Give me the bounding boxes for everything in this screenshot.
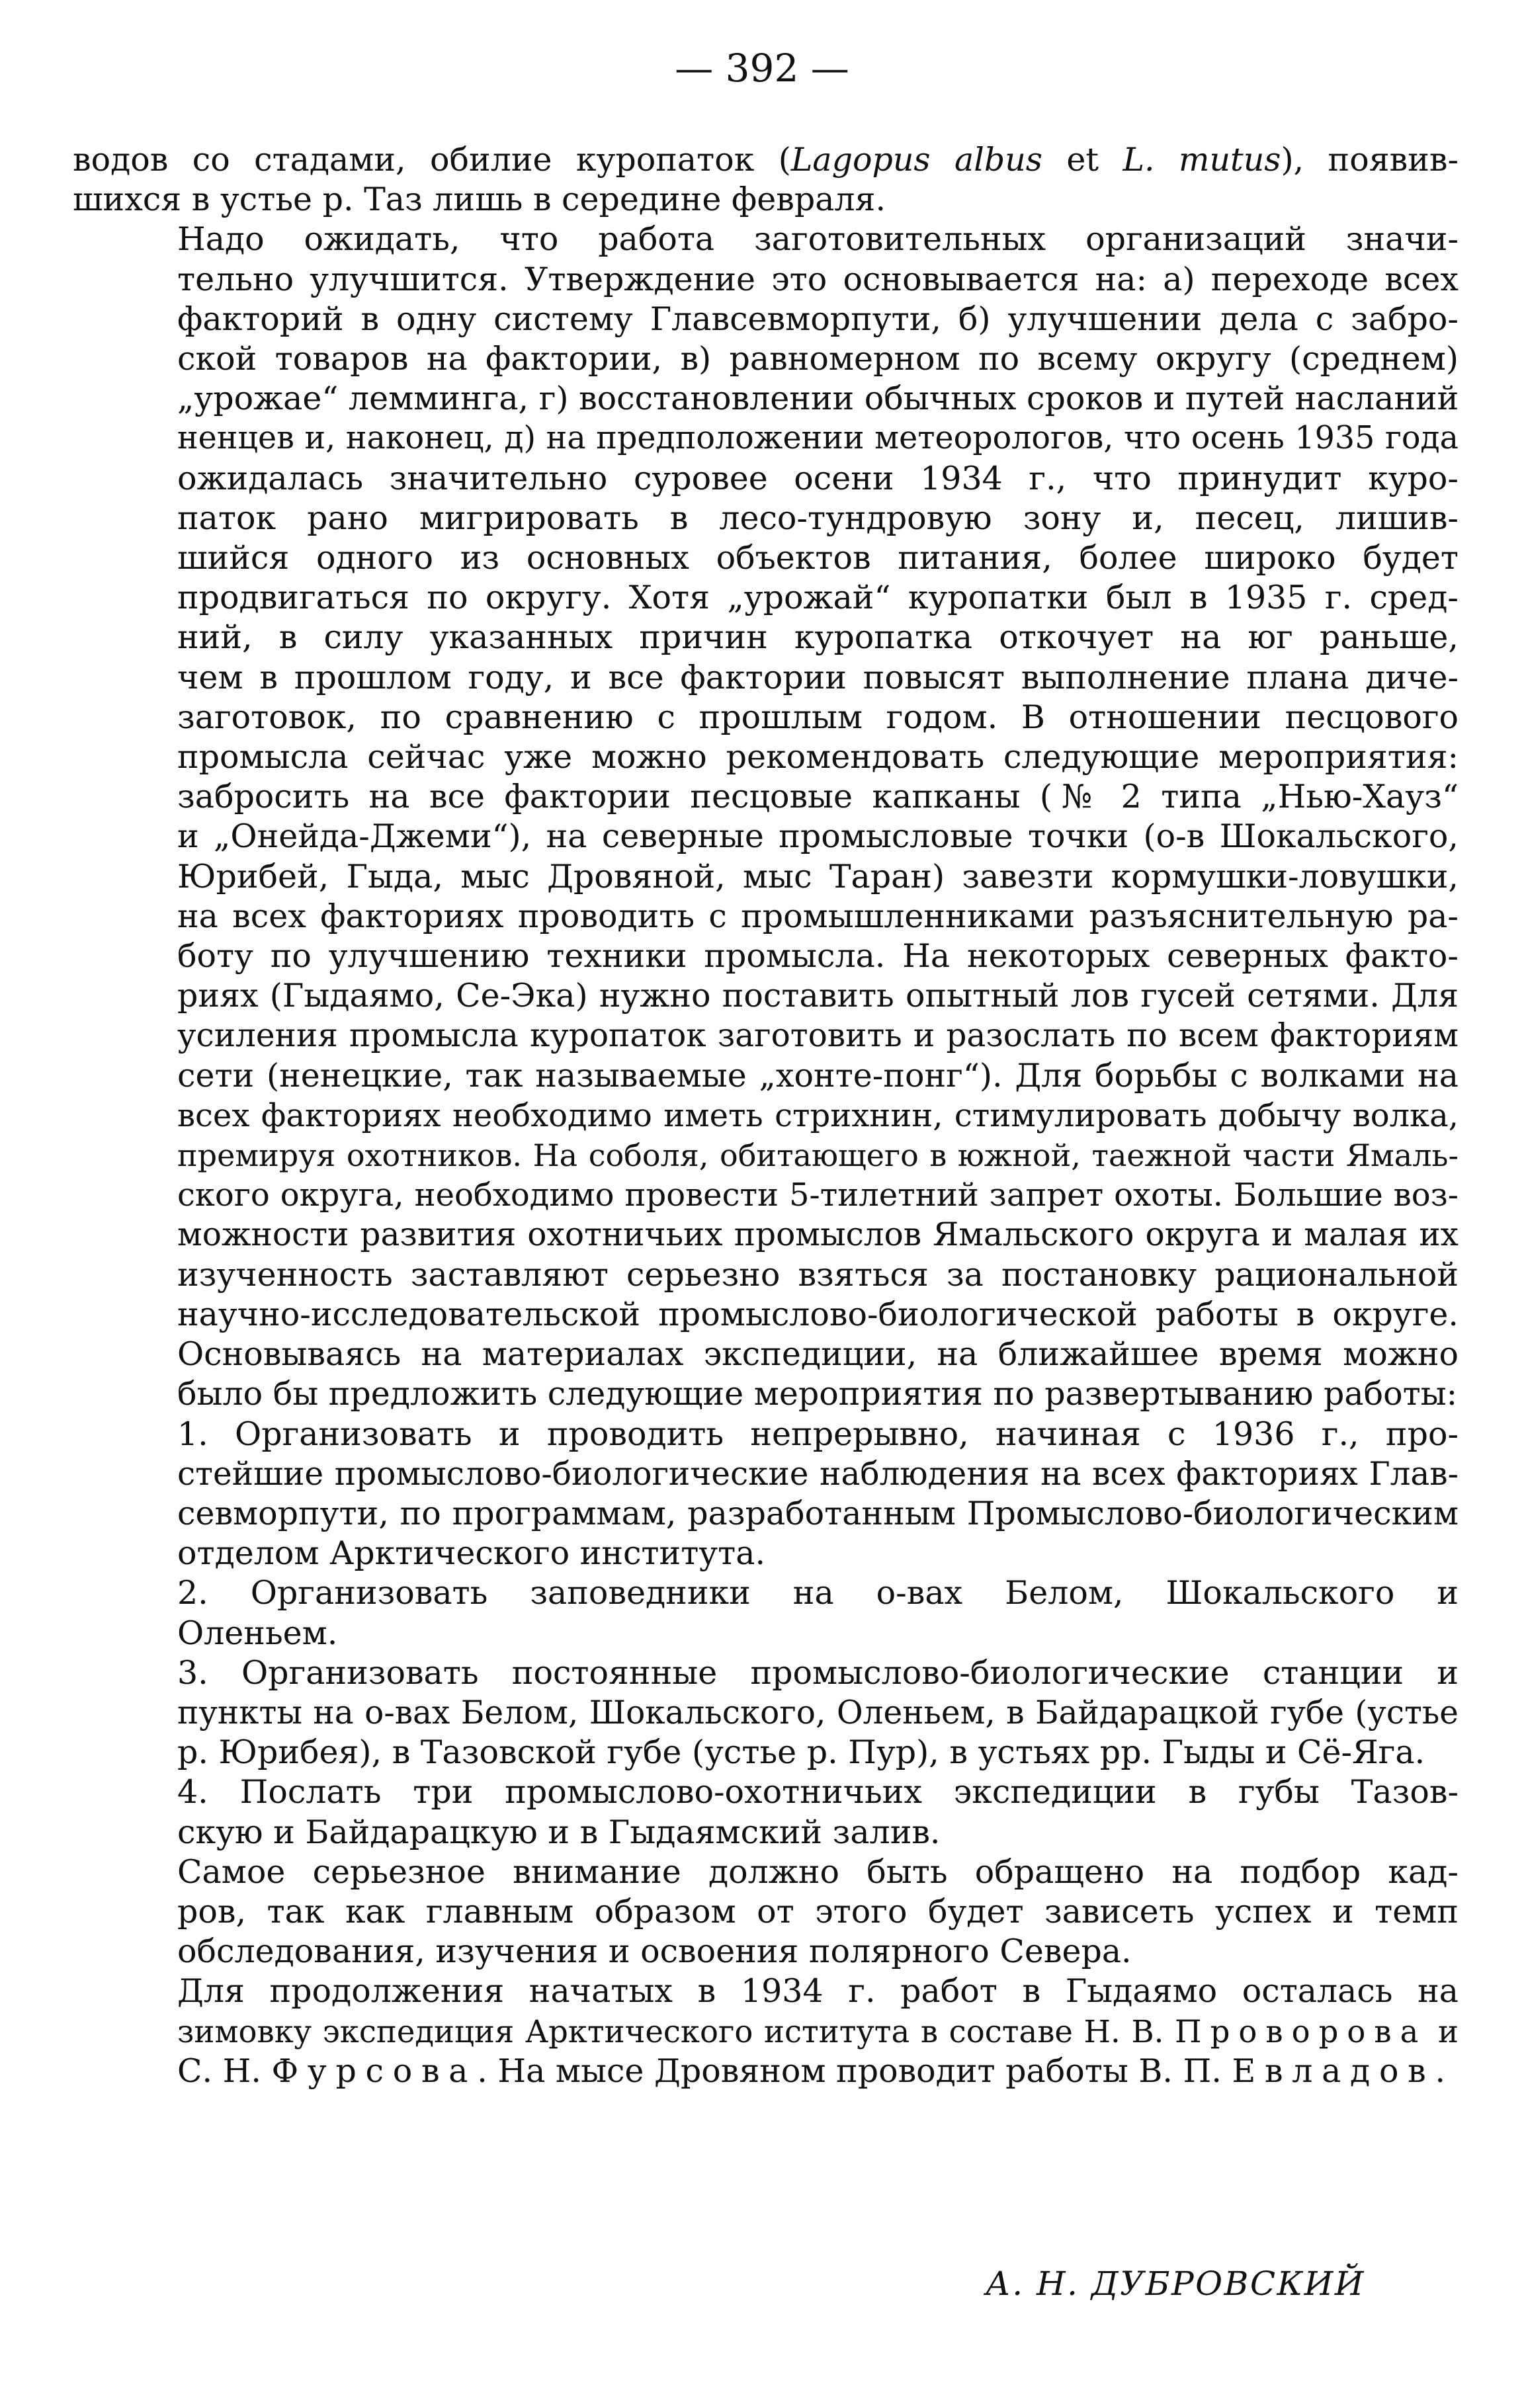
text-line: паток рано мигрировать в лесо-тундровую зону и, песец, лишив-	[177, 499, 1459, 537]
text-line: С. Н. Фурсова. На мысе Дровяном проводит работы В. П. Евладов.	[177, 2052, 1446, 2090]
paragraph	[73, 1972, 1459, 2091]
text-line: Для продолжения начатых в 1934 г. работ в Гыдаямо осталась на	[177, 1972, 1459, 2011]
text-line: боту по улучшению техники промысла. На некоторых северных факто-	[177, 937, 1459, 976]
text-line: всех факториях необходимо иметь стрихнин, стимулировать добычу волка,	[177, 1097, 1459, 1134]
text-line: отделом Арктического института.	[177, 1534, 766, 1573]
text-line: заготовок, по сравнению с прошлым годом. В отношении песцового	[177, 698, 1459, 736]
text-line: водов со стадами, обилие куропаток (Lagopus albus et L. mutus), появив-	[73, 141, 1459, 179]
paragraph	[73, 1772, 1459, 1852]
text-line: усиления промысла куропаток заготовить и разослать по всем факториям	[177, 1017, 1459, 1055]
text-line: чем в прошлом году, и все фактории повысят выполнение плана диче-	[177, 658, 1459, 696]
text-line: ской товаров на фактории, в) равномерном по всему округу (среднем)	[177, 340, 1459, 378]
paragraph	[73, 1653, 1459, 1773]
text-line: тельно улучшится. Утверждение это основывается на: а) переходе всех	[177, 260, 1459, 298]
text-line: забросить на все фактории песцовые капканы (№ 2 типа „Нью-Хауз“	[177, 778, 1459, 816]
author-signature: А. Н. ДУБРОВСКИЙ	[985, 2264, 1365, 2303]
text-line: „урожае“ лемминга, г) восстановлении обычных сроков и путей насланий	[177, 380, 1459, 418]
text-line: премируя охотников. На соболя, обитающего в южной, таежной части Ямаль-	[177, 1138, 1459, 1174]
paragraph	[73, 1415, 1459, 1574]
text-line: Основываясь на материалах экспедиции, на ближайшее время можно	[177, 1335, 1459, 1374]
text-line: научно-исследовательской промыслово-биологической работы в округе.	[177, 1295, 1459, 1333]
text-line: зимовку экспедиция Арктического иститута в составе Н. В. Проворова и	[177, 2013, 1459, 2050]
text-line: риях (Гыдаямо, Се-Эка) нужно поставить опытный лов гусей сетями. Для	[177, 977, 1459, 1015]
page-number: — 392 —	[675, 46, 849, 91]
text-line: можности развития охотничьих промыслов Ямальского округа и малая их	[177, 1216, 1459, 1254]
text-line: р. Юрибея), в Тазовской губе (устье р. Пур), в устьях рр. Гыды и Сё-Яга.	[177, 1733, 1425, 1772]
text-line: Надо ожидать, что работа заготовительных организаций значи-	[177, 220, 1459, 259]
text-line: изученность заставляют серьезно взяться за постановку рациональной	[177, 1255, 1459, 1294]
text-line: ний, в силу указанных причин куропатка откочует на юг раньше,	[177, 618, 1459, 657]
paragraph	[73, 220, 1459, 1414]
text-line: обследования, изучения и освоения полярного Севера.	[177, 1932, 1132, 1971]
text-line: стейшие промыслово-биологические наблюдения на всех факториях Глав-	[177, 1455, 1459, 1493]
text-line: 1. Организовать и проводить непрерывно, начиная с 1936 г., про-	[177, 1415, 1459, 1453]
text-line: сети (ненецкие, так называемые „хонте-понг“). Для борьбы с волками на	[177, 1056, 1459, 1095]
body-text	[73, 140, 1459, 2091]
text-line: шийся одного из основных объектов питания, более широко будет	[177, 539, 1459, 577]
paragraph	[73, 1852, 1459, 1972]
text-line: факторий в одну систему Главсевморпути, б) улучшении дела с забро-	[177, 300, 1459, 338]
text-line: Оленьем.	[177, 1614, 338, 1652]
text-line: ожидалась значительно суровее осени 1934 г., что принудит куро-	[177, 459, 1459, 497]
text-line: ненцев и, наконец, д) на предположении метеорологов, что осень 1935 года	[177, 420, 1459, 457]
text-line: Самое серьезное внимание должно быть обращено на подбор кад-	[177, 1852, 1459, 1891]
text-line: 4. Послать три промыслово-охотничьих экспедиции в губы Тазов-	[177, 1773, 1459, 1811]
text-line: промысла сейчас уже можно рекомендовать следующие мероприятия:	[177, 738, 1459, 776]
text-line: было бы предложить следующие мероприятия по развертыванию работы:	[177, 1375, 1458, 1413]
text-line: на всех факториях проводить с промышленниками разъяснительную ра-	[177, 897, 1459, 935]
text-line: продвигаться по округу. Хотя „урожай“ куропатки был в 1935 г. сред-	[177, 579, 1459, 617]
text-line: шихся в устье р. Таз лишь в середине февраля.	[73, 181, 886, 219]
text-line: ров, так как главным образом от этого будет зависеть успех и темп	[177, 1892, 1459, 1931]
text-line: пункты на о-вах Белом, Шокальского, Оленьем, в Байдарацкой губе (устье	[177, 1694, 1459, 1731]
text-line: Юрибей, Гыда, мыс Дровяной, мыс Таран) завезти кормушки-ловушки,	[177, 857, 1459, 895]
text-line: 2. Организовать заповедники на о-вах Белом, Шокальского и	[177, 1574, 1459, 1612]
text-line: 3. Организовать постоянные промыслово-биологические станции и	[177, 1653, 1459, 1692]
text-line: скую и Байдарацкую и в Гыдаямский залив.	[177, 1813, 941, 1851]
text-line: ского округа, необходимо провести 5-тилетний запрет охоты. Большие воз-	[177, 1177, 1459, 1214]
text-line: и „Онейда-Джеми“), на северные промысловые точки (о-в Шокальского,	[177, 817, 1459, 856]
paragraph	[73, 140, 1459, 220]
paragraph	[73, 1573, 1459, 1653]
text-line: севморпути, по программам, разработанным Промыслово-биологическим	[177, 1494, 1459, 1532]
